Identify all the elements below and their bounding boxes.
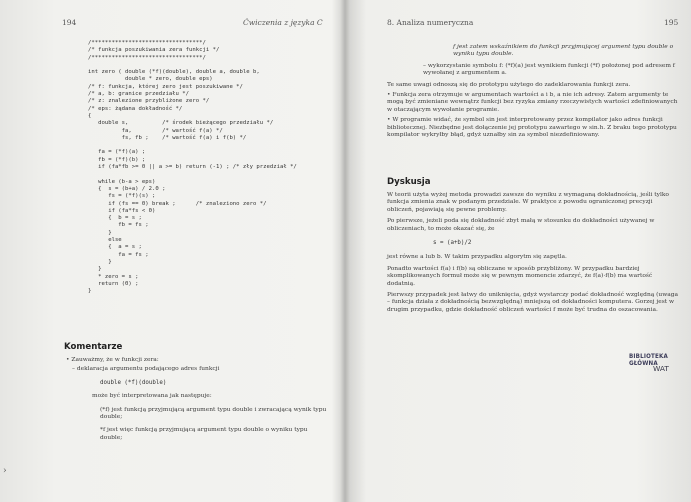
left-page <box>0 0 345 502</box>
para-symbol-f: – wykorzystanie symbolu f: (*f)(a) jest wynikiem funkcji (*f) położonej pod adresem f wywołanej z argumentem a. <box>423 62 675 77</box>
comment-item-2: *f jest więc funkcją przyjmującą argument typu double o wyniku typu double; <box>100 427 308 441</box>
para-same-remarks: Te same uwagi odnoszą się do prototypu użytego do zadeklarowania funkcji zera. <box>387 81 631 88</box>
code-line: { <box>88 112 92 119</box>
right-page <box>347 0 691 502</box>
code-line: fs, fb ; /* wartość f(a) i f(b) */ <box>88 134 247 141</box>
page-edge-mark: › <box>3 466 7 476</box>
comment-declaration: double (*f)(double) <box>100 379 167 386</box>
code-line: /*********************************/ <box>88 54 206 61</box>
code-line: int zero ( double (*f)(double), double a, double b, <box>88 69 260 76</box>
code-line: fb = fs ; <box>88 222 149 229</box>
code-line: if (fa*fb >= 0 || a >= b) return (-1) ; /* zły przedział */ <box>88 164 297 171</box>
code-line: double s, /* środek bieżącego przedziału */ <box>88 120 274 127</box>
code-line: /* eps: żądana dokładność */ <box>88 105 183 112</box>
code-line: /* f: funkcja, której zero jest poszukiwane */ <box>88 83 243 90</box>
right-text-top <box>387 44 681 139</box>
discussion-block <box>387 192 681 314</box>
code-line: { s = (b+a) / 2.0 ; <box>88 185 166 192</box>
code-line: /* funkcja poszukiwania zera funkcji */ <box>88 47 220 54</box>
left-running-header: Ćwiczenia z języka C <box>243 18 323 27</box>
code-line: fa, /* wartość f(a) */ <box>88 127 223 134</box>
comment-dash: – deklaracja argumentu podającego adres funkcji <box>72 366 220 373</box>
code-line: double * zero, double eps) <box>88 76 213 83</box>
code-line: } <box>88 229 112 236</box>
right-page-number: 195 <box>664 18 679 27</box>
code-line: } <box>88 288 92 295</box>
comment-item-1: (*f) jest funkcją przyjmującą argument typu double i zwracającą wynik typu double; <box>100 406 327 420</box>
comment-interp: może być interpretowana jak następuje: <box>92 393 212 400</box>
code-line: return (0) ; <box>88 280 139 287</box>
section-title-komentarze: Komentarze <box>64 342 123 352</box>
library-stamp-line1: BIBLIOTEKA GŁÓWNA <box>629 353 668 367</box>
right-running-header: 8. Analiza numeryczna <box>387 18 474 27</box>
left-page-number: 194 <box>62 18 77 27</box>
para-f-pointer: f jest zatem wskaźnikiem do funkcji przyjmującej argument typu double o wyniku typu double. <box>453 44 674 58</box>
code-line <box>88 171 297 178</box>
bullet-sin: • W programie widać, że symbol sin jest interpretowany przez kompilator jako adres funkcji bibliotecznej. Niezbędne jest dołączenie jej prototypu zawartego w sin.h. Z braku tego prototypu kompilator wykryłby błąd, gdyż uznałby sin za symbol niezdefiniowany. <box>387 117 677 139</box>
bullet-args: • Funkcja zera otrzymuje w argumentach wartości a i b, a nie ich adresy. Zatem argumenty te mogą być zmieniane wewnątrz funkcji bez ryzyka zmiany rzeczywistych wartości zdefiniowanych w otaczającym wywołanie programie. <box>387 92 678 113</box>
code-line <box>88 62 297 69</box>
disc-para-4: Ponadto wartości f(a) i f(b) są obliczane w sposób przybliżony. W przypadku bardziej skomplikowanych formuł może się w pewnym momencie zdarzyć, że f(a)·f(b) ma wartość dodatnią. <box>387 265 653 287</box>
disc-para-1: W teorii użyta wyżej metoda prowadzi zawsze do wyniku z wymaganą dokładnością, jeśli tylko funkcja zmienia znak w podanym przedziale. W praktyce z powodu ograniczonej precyzji obliczeń, pojawiają się pewne problemy. <box>387 192 669 213</box>
comments-block <box>64 357 336 442</box>
code-line <box>88 142 297 149</box>
code-line: fa = (*f)(a) ; <box>88 149 146 156</box>
code-line: /* a, b: granice przedziału */ <box>88 91 190 98</box>
code-line: } <box>88 258 112 265</box>
code-line: } <box>88 266 102 273</box>
section-title-dyskusja: Dyskusja <box>387 177 431 187</box>
code-listing <box>88 40 297 295</box>
disc-para-2: Po pierwsze, jeżeli poda się dokładność zbyt małą w stosunku do dokładności używanej w obliczeniach, to może okazać się, że <box>387 218 655 232</box>
comment-bullet: • Zauważmy, że w funkcji zera: <box>66 357 159 363</box>
code-line: else <box>88 237 122 244</box>
comment-bullet-text: Zauważmy, że w funkcji zera: <box>71 357 159 363</box>
code-line: fb = (*f)(b) ; <box>88 156 146 163</box>
disc-para-5: Pierwszy przypadek jest łatwy do uniknięcia, gdyż wystarczy podać dokładność względną (uwaga – funkcja działa z dokładnością bezwzględną) mniejszą od dokładności komputera. Gorzej jest w drugim przypadku, gdzie dokładność obliczeń wartości f może być trudna do oszacowania. <box>387 291 679 313</box>
code-line: /*********************************/ <box>88 40 206 46</box>
code-line: while (b-a > eps) <box>88 178 156 185</box>
library-stamp-line2: WAT <box>653 364 669 373</box>
code-line: { a = s ; <box>88 244 142 251</box>
code-line: * zero = s ; <box>88 273 139 280</box>
disc-para-3: jest równe a lub b. W takim przypadku algorytm się zapętla. <box>387 254 567 261</box>
code-line: if (fs == 0) break ; /* znaleziono zero */ <box>88 200 267 207</box>
code-line: if (fa*fs < 0) <box>88 207 156 214</box>
code-line: fs = (*f)(s) ; <box>88 193 156 200</box>
code-line: { b = s ; <box>88 215 142 222</box>
code-line: fa = fs ; <box>88 251 149 258</box>
disc-formula: s = (a+b)/2 <box>433 240 472 247</box>
code-line: /* z: znalezione przybliżone zero */ <box>88 98 210 105</box>
